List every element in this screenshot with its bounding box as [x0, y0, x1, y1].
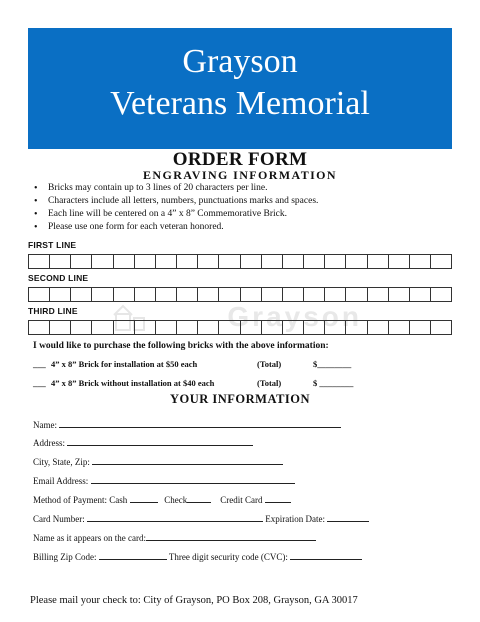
engraving-rules-list	[30, 182, 318, 234]
character-box[interactable]	[176, 320, 197, 335]
name-on-card-row	[33, 531, 316, 544]
email-field[interactable]	[91, 474, 295, 484]
character-box[interactable]	[409, 320, 430, 335]
character-box[interactable]	[367, 320, 388, 335]
grayson-watermark: Grayson	[227, 301, 362, 332]
character-box[interactable]	[91, 254, 112, 269]
cash-label: Cash	[109, 495, 128, 505]
payment-field-row	[33, 493, 291, 506]
city-state-zip-label: City, State, Zip:	[33, 457, 90, 467]
character-box[interactable]	[303, 320, 324, 335]
email-label: Email Address:	[33, 476, 89, 486]
character-box[interactable]	[409, 287, 430, 302]
character-box[interactable]	[49, 320, 70, 335]
character-box[interactable]	[409, 254, 430, 269]
address-label: Address:	[33, 438, 65, 448]
character-box[interactable]	[49, 254, 70, 269]
card-number-field-row	[33, 512, 369, 525]
email-field-row	[33, 474, 295, 487]
cvc-label: Three digit security code (CVC):	[168, 552, 288, 562]
list-item: • Each line will be centered on a 4” x 8” Commemorative Brick.	[30, 208, 318, 221]
character-box[interactable]	[134, 320, 155, 335]
name-field-row	[33, 418, 341, 431]
character-box[interactable]	[240, 320, 261, 335]
purchase-intro: I would like to purchase the following bricks with the above information:	[33, 341, 329, 351]
brick-description: 4” x 8” Brick for installation at $50 each	[51, 359, 198, 369]
address-field[interactable]	[67, 436, 253, 446]
character-box[interactable]	[282, 254, 303, 269]
character-box[interactable]	[70, 287, 91, 302]
character-box[interactable]	[367, 287, 388, 302]
character-box[interactable]	[155, 254, 176, 269]
first-line-boxes[interactable]	[28, 254, 452, 269]
total-label: (Total)	[257, 378, 282, 388]
amount-blank[interactable]: $ ________	[313, 378, 354, 388]
city-field-row	[33, 455, 283, 468]
qty-blank[interactable]: ___	[33, 359, 46, 369]
character-box[interactable]	[430, 320, 452, 335]
check-field[interactable]	[187, 493, 211, 503]
payment-method-label: Method of Payment:	[33, 495, 107, 505]
banner-title-line2: Veterans Memorial	[110, 85, 370, 122]
character-box[interactable]	[113, 320, 134, 335]
order-form-title: ORDER FORM	[172, 149, 308, 170]
credit-card-label: Credit Card	[220, 495, 263, 505]
character-box[interactable]	[70, 320, 91, 335]
character-box[interactable]	[218, 254, 239, 269]
character-box[interactable]	[113, 254, 134, 269]
cvc-field[interactable]	[290, 550, 362, 560]
character-box[interactable]	[367, 254, 388, 269]
character-box[interactable]	[324, 320, 345, 335]
character-box[interactable]	[49, 287, 70, 302]
character-box[interactable]	[70, 254, 91, 269]
character-box[interactable]	[388, 254, 409, 269]
second-line-label: SECOND LINE	[28, 273, 89, 283]
character-box[interactable]	[345, 254, 366, 269]
character-box[interactable]	[430, 287, 452, 302]
list-item: • Bricks may contain up to 3 lines of 20 characters per line.	[30, 182, 318, 195]
list-item: • Please use one form for each veteran honored.	[30, 221, 318, 234]
character-box[interactable]	[155, 320, 176, 335]
check-label: Check	[164, 495, 188, 505]
third-line-label: THIRD LINE	[28, 306, 78, 316]
character-box[interactable]	[430, 254, 452, 269]
expiration-field[interactable]	[327, 512, 369, 522]
name-label: Name:	[33, 420, 57, 430]
character-box[interactable]	[261, 320, 282, 335]
banner-title-line1: Grayson	[182, 43, 298, 80]
qty-blank[interactable]: ___	[33, 378, 46, 388]
name-field[interactable]	[59, 418, 341, 428]
expiration-label: Expiration Date:	[265, 514, 325, 524]
character-box[interactable]	[261, 254, 282, 269]
engraving-info-title: ENGRAVING INFORMATION	[143, 168, 337, 182]
character-box[interactable]	[28, 320, 49, 335]
cash-field[interactable]	[130, 493, 158, 503]
first-line-label: FIRST LINE	[28, 240, 77, 250]
character-box[interactable]	[197, 320, 218, 335]
character-box[interactable]	[134, 254, 155, 269]
amount-blank[interactable]: $________	[313, 359, 352, 369]
character-box[interactable]	[197, 254, 218, 269]
character-box[interactable]	[91, 320, 112, 335]
character-box[interactable]	[91, 287, 112, 302]
name-on-card-label: Name as it appears on the card:	[33, 533, 146, 543]
third-line-boxes[interactable]	[28, 320, 452, 335]
billing-zip-label: Billing Zip Code:	[33, 552, 97, 562]
character-box[interactable]	[240, 254, 261, 269]
character-box[interactable]	[345, 320, 366, 335]
mailing-instructions: Please mail your check to: City of Grayson, PO Box 208, Grayson, GA 30017	[30, 595, 358, 606]
character-box[interactable]	[388, 287, 409, 302]
your-information-title: YOUR INFORMATION	[169, 392, 311, 406]
character-box[interactable]	[28, 254, 49, 269]
character-box[interactable]	[218, 320, 239, 335]
city-state-zip-field[interactable]	[92, 455, 283, 465]
name-on-card-field[interactable]	[146, 531, 316, 541]
character-box[interactable]	[303, 254, 324, 269]
list-item: • Characters include all letters, numbers, punctuations marks and spaces.	[30, 195, 318, 208]
billing-zip-row	[33, 550, 362, 563]
character-box[interactable]	[324, 254, 345, 269]
total-label: (Total)	[257, 359, 282, 369]
character-box[interactable]	[282, 320, 303, 335]
character-box[interactable]	[28, 287, 49, 302]
card-number-label: Card Number:	[33, 514, 85, 524]
address-field-row	[33, 436, 253, 449]
card-number-field[interactable]	[87, 512, 263, 522]
title-banner	[28, 28, 452, 149]
character-box[interactable]	[176, 254, 197, 269]
credit-card-field[interactable]	[265, 493, 291, 503]
billing-zip-field[interactable]	[99, 550, 167, 560]
character-box[interactable]	[388, 320, 409, 335]
brick-description: 4” x 8” Brick without installation at $40 each	[51, 378, 215, 388]
